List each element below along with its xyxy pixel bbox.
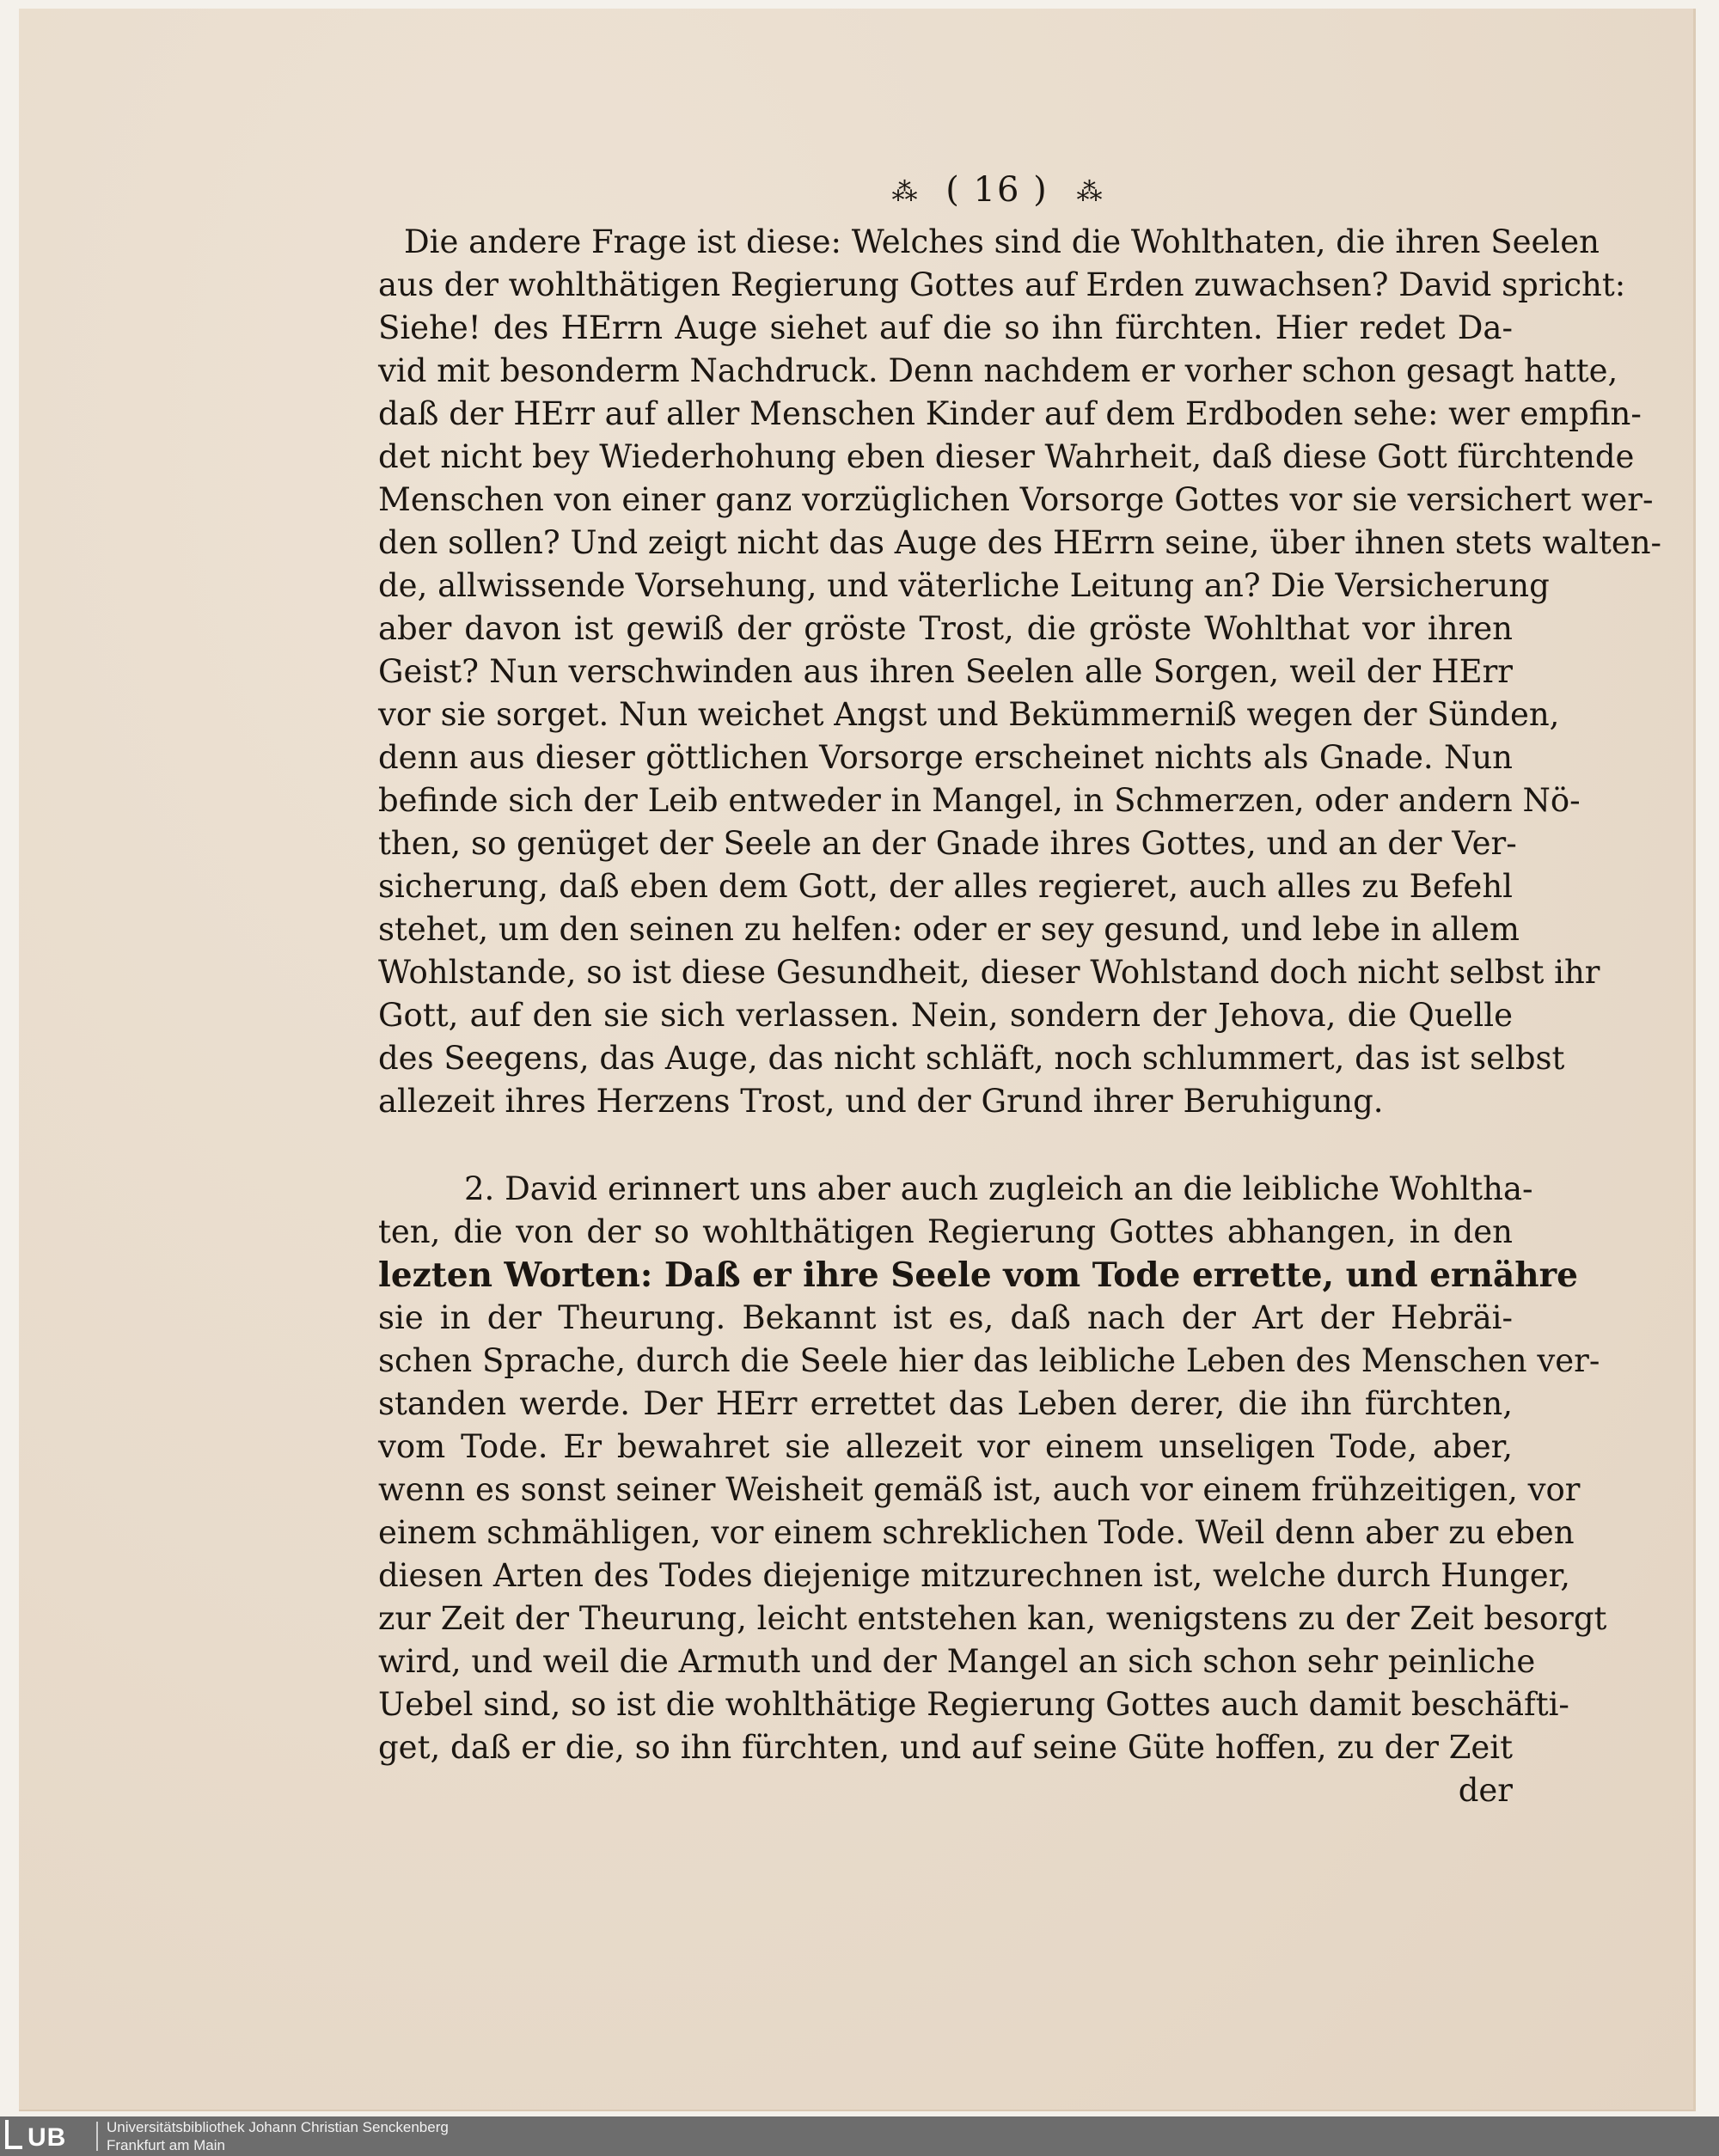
text-line: ten, die von der so wohlthätigen Regierung Gottes abhangen, in den xyxy=(378,1213,1513,1250)
text-line: zur Zeit der Theurung, leicht entstehen kan, wenigstens zu der Zeit besorgt xyxy=(378,1600,1607,1637)
text-line: 2. David erinnert uns aber auch zugleich an die leibliche Wohltha- xyxy=(464,1170,1533,1207)
text-line: denn aus dieser göttlichen Vorsorge erscheinet nichts als Gnade. Nun xyxy=(378,739,1513,776)
text-line: sicherung, daß eben dem Gott, der alles regieret, auch alles zu Befehl xyxy=(378,868,1513,905)
text-line: einem schmähligen, vor einem schreklichen Tode. Weil denn aber zu eben xyxy=(378,1514,1575,1551)
text-line: then, so genüget der Seele an der Gnade ihres Gottes, und an der Ver- xyxy=(378,825,1517,862)
text-line: Die andere Frage ist diese: Welches sind die Wohlthaten, die ihren Seelen xyxy=(404,223,1600,260)
text-line: vid mit besonderm Nachdruck. Denn nachdem er vorher schon gesagt hatte, xyxy=(378,352,1618,389)
text-line: Siehe! des HErrn Auge siehet auf die so ihn fürchten. Hier redet Da- xyxy=(378,309,1513,346)
text-line: den sollen? Und zeigt nicht das Auge des HErrn seine, über ihnen stets walten- xyxy=(378,524,1662,561)
text-line: wird, und weil die Armuth und der Mangel an sich schon sehr peinliche xyxy=(378,1643,1536,1680)
text-line: de, allwissende Vorsehung, und väterliche Leitung an? Die Versicherung xyxy=(378,567,1550,604)
text-line: wenn es sonst seiner Weisheit gemäß ist, auch vor einem frühzeitigen, vor xyxy=(378,1471,1581,1508)
text-line: allezeit ihres Herzens Trost, und der Grund ihrer Beruhigung. xyxy=(378,1083,1384,1120)
text-line: lezten Worten: Daß er ihre Seele vom Tode errette, und ernähre xyxy=(378,1255,1578,1295)
text-line: des Seegens, das Auge, das nicht schläft, noch schlummert, das ist selbst xyxy=(378,1040,1565,1077)
ornament-right-icon: ⁂ xyxy=(1076,177,1103,207)
text-line: standen werde. Der HErr errettet das Leben derer, die ihn fürchten, xyxy=(378,1385,1513,1422)
text-line: befinde sich der Leib entweder in Mangel, in Schmerzen, oder andern Nö- xyxy=(378,782,1581,819)
text-line: Wohlstande, so ist diese Gesundheit, dieser Wohlstand doch nicht selbst ihr xyxy=(378,954,1600,991)
footer-institution xyxy=(107,2118,449,2154)
text-line: Menschen von einer ganz vorzüglichen Vorsorge Gottes vor sie versichert wer- xyxy=(378,481,1654,518)
institution-name: Universitätsbibliothek Johann Christian Senckenberg xyxy=(107,2119,449,2135)
text-line: diesen Arten des Todes diejenige mitzurechnen ist, welche durch Hunger, xyxy=(378,1557,1570,1594)
footer-divider xyxy=(96,2122,98,2151)
text-line: Uebel sind, so ist die wohlthätige Regierung Gottes auch damit beschäfti- xyxy=(378,1686,1569,1723)
text-line: Gott, auf den sie sich verlassen. Nein, sondern der Jehova, die Quelle xyxy=(378,997,1513,1034)
text-line: stehet, um den seinen zu helfen: oder er sey gesund, und lebe in allem xyxy=(378,911,1520,948)
text-line: schen Sprache, durch die Seele hier das leibliche Leben des Menschen ver- xyxy=(378,1342,1600,1379)
institution-city: Frankfurt am Main xyxy=(107,2137,225,2153)
page-text xyxy=(378,159,1662,1812)
page-header xyxy=(378,159,1513,221)
ub-logo-mark-icon xyxy=(5,2120,22,2149)
paragraph-gap xyxy=(378,1123,1513,1168)
paragraph-1 xyxy=(378,221,1662,1123)
text-line: Geist? Nun verschwinden aus ihren Seelen alle Sorgen, weil der HErr xyxy=(378,653,1513,690)
text-line: daß der HErr auf aller Menschen Kinder auf dem Erdboden sehe: wer empfin- xyxy=(378,395,1642,432)
ornament-left-icon: ⁂ xyxy=(891,177,918,207)
text-line: det nicht bey Wiederhohung eben dieser Wahrheit, daß diese Gott fürchtende xyxy=(378,438,1635,475)
ub-logo-text: UB xyxy=(28,2123,67,2152)
text-line: get, daß er die, so ihn fürchten, und auf seine Güte hoffen, zu der Zeit xyxy=(378,1729,1513,1766)
library-footer xyxy=(0,2116,1719,2156)
page-number: ( 16 ) xyxy=(945,170,1049,210)
text-line: aber davon ist gewiß der gröste Trost, die gröste Wohlthat vor ihren xyxy=(378,610,1513,647)
text-line: sie in der Theurung. Bekannt ist es, daß nach der Art der Hebräi- xyxy=(378,1299,1513,1336)
catchword: der xyxy=(1458,1772,1513,1809)
text-line: aus der wohlthätigen Regierung Gottes auf Erden zuwachsen? David spricht: xyxy=(378,266,1626,303)
text-line: vor sie sorget. Nun weichet Angst und Bekümmerniß wegen der Sünden, xyxy=(378,696,1560,733)
ub-logo xyxy=(5,2120,66,2153)
paragraph-2 xyxy=(378,1168,1607,1812)
text-line: vom Tode. Er bewahret sie allezeit vor einem unseligen Tode, aber, xyxy=(378,1428,1513,1465)
